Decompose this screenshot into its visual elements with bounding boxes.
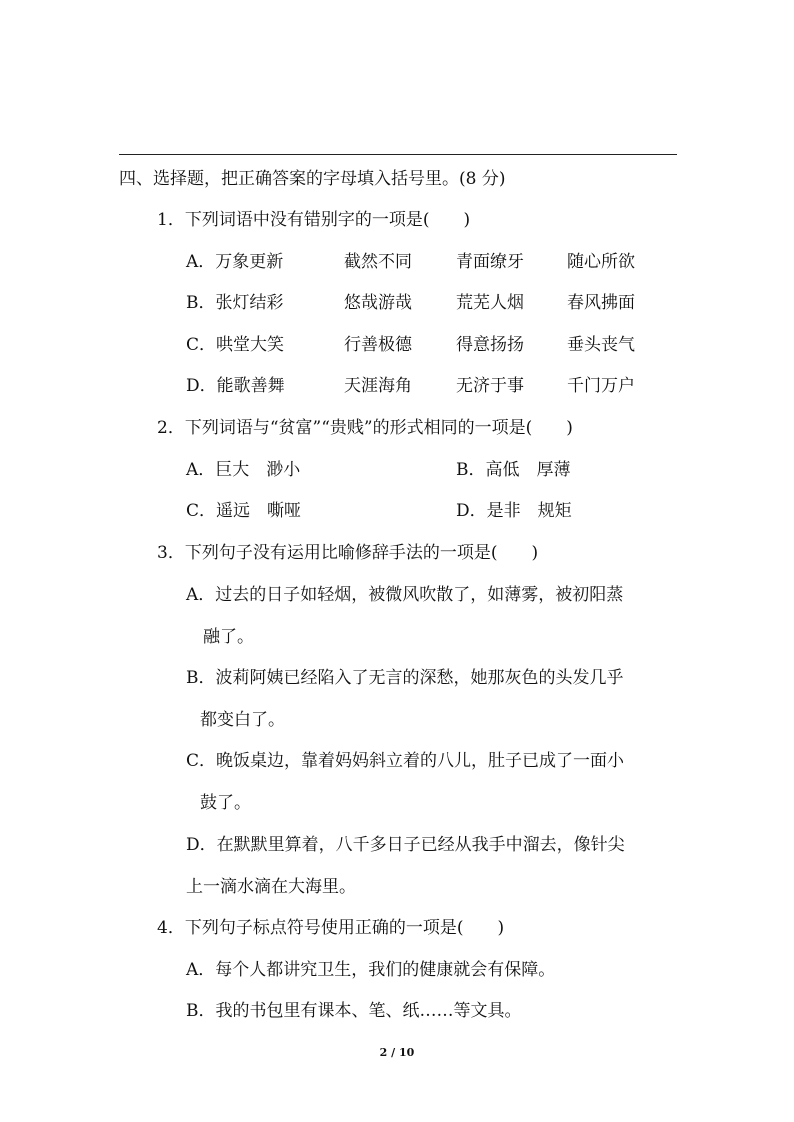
q1-a-word3: 青面缭牙 bbox=[456, 252, 524, 272]
q3-option-b-line1: B．波莉阿姨已经陷入了无言的深愁，她那灰色的头发几乎 bbox=[186, 668, 624, 688]
q1-a-word4: 随心所欲 bbox=[567, 252, 635, 272]
q1-d-word2: 天涯海角 bbox=[344, 376, 412, 396]
q3-option-b-line2: 都变白了。 bbox=[200, 710, 285, 730]
q2-option-b: B．高低 厚薄 bbox=[456, 460, 571, 480]
q1-c-word3: 得意扬扬 bbox=[456, 335, 524, 355]
q2-option-c: C．遥远 嘶哑 bbox=[186, 501, 302, 521]
q1-c-word4: 垂头丧气 bbox=[567, 335, 635, 355]
q1-b-word3: 荒芜人烟 bbox=[456, 293, 524, 313]
q1-a-word2: 截然不同 bbox=[344, 252, 412, 272]
q3-option-c-line1: C．晚饭桌边，靠着妈妈斜立着的八儿，肚子已成了一面小 bbox=[186, 751, 625, 771]
q4-option-b: B．我的书包里有课本、笔、纸……等文具。 bbox=[186, 1001, 522, 1021]
q3-option-a-line1: A．过去的日子如轻烟，被微风吹散了，如薄雾，被初阳蒸 bbox=[186, 585, 624, 605]
q1-a-word1: A．万象更新 bbox=[186, 252, 284, 272]
q1-stem: 1．下列词语中没有错别字的一项是( ) bbox=[157, 210, 471, 230]
q2-option-d: D．是非 规矩 bbox=[456, 501, 572, 521]
q2-stem: 2．下列词语与“贫富”“贵贱”的形式相同的一项是( ) bbox=[157, 418, 573, 438]
q1-c-word2: 行善极德 bbox=[344, 335, 412, 355]
header-rule bbox=[119, 154, 677, 155]
q1-b-word2: 悠哉游哉 bbox=[344, 293, 412, 313]
q1-b-word1: B．张灯结彩 bbox=[186, 293, 284, 313]
q1-c-word1: C．哄堂大笑 bbox=[186, 335, 285, 355]
q1-d-word3: 无济于事 bbox=[456, 376, 524, 396]
q3-option-d-line2: 上一滴水滴在大海里。 bbox=[186, 877, 356, 897]
q4-option-a: A．每个人都讲究卫生，我们的健康就会有保障。 bbox=[186, 960, 556, 980]
page-number: 2 / 10 bbox=[379, 1046, 415, 1059]
q3-option-a-line2: 融了。 bbox=[203, 627, 254, 647]
q1-b-word4: 春风拂面 bbox=[567, 293, 635, 313]
q1-d-word1: D．能歌善舞 bbox=[186, 376, 285, 396]
q4-stem: 4．下列句子标点符号使用正确的一项是( ) bbox=[157, 918, 505, 938]
q3-option-c-line2: 鼓了。 bbox=[200, 793, 251, 813]
q2-option-a: A．巨大 渺小 bbox=[186, 460, 301, 480]
q1-d-word4: 千门万户 bbox=[567, 376, 635, 396]
section-title: 四、选择题，把正确答案的字母填入括号里。(8 分) bbox=[119, 169, 506, 189]
q3-option-d-line1: D．在默默里算着，八千多日子已经从我手中溜去，像针尖 bbox=[186, 835, 625, 855]
q3-stem: 3．下列句子没有运用比喻修辞手法的一项是( ) bbox=[157, 543, 539, 563]
